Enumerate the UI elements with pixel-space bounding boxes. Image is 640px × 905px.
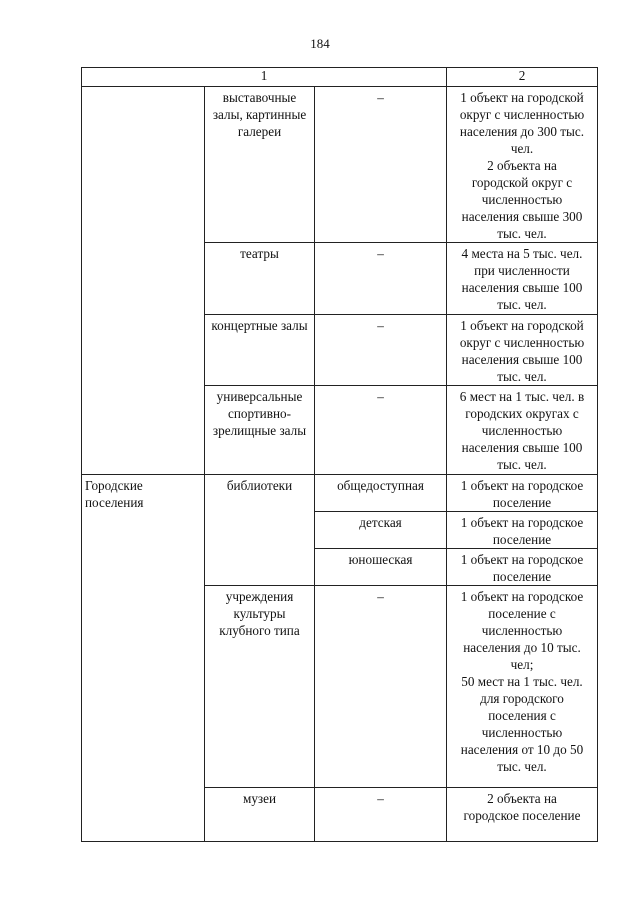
norm-line: 1 объект на городское [460,589,584,604]
norm-line: 1 объект на городской [460,318,584,333]
category-label: Городские поселения [85,478,144,510]
norm-line: 2 объекта на [487,791,557,806]
norm-line: 1 объект на городское [460,515,584,530]
subtype-cell [315,586,447,788]
norm-line: численностью [481,623,563,638]
norm-line: 1 объект на городское [460,478,584,493]
norms-table [81,67,598,842]
norm-cell [447,475,598,512]
norm-cell [447,386,598,475]
norm-line: городской округ с [471,175,573,190]
norm-cell [447,87,598,243]
subtype-dash: – [377,246,384,261]
norm-line: поселение [492,569,552,584]
norm-cell [447,512,598,549]
subtype-dash: – [377,318,384,333]
norm-line: при численности [474,263,570,278]
page-number: 184 [310,36,330,51]
subtype-cell [315,315,447,386]
norm-line: тыс. чел. [497,297,547,312]
library-subtype: юношеская [348,552,413,567]
facility-type: универсальные спортивно-зрелищные залы [212,389,307,438]
norm-line: численностью [481,725,563,740]
norm-line: поселение [492,532,552,547]
subtype-cell [315,512,447,549]
norm-line: городских округах с [465,406,579,421]
table-row [82,87,598,243]
norm-line: поселение с [488,606,556,621]
norm-line: численностью [481,192,563,207]
table-row [82,475,598,512]
library-subtype: общедоступная [337,478,424,493]
norm-line: численностью [481,423,563,438]
facility-type-cell [205,386,315,475]
norm-cell [447,243,598,315]
facility-type: музеи [242,791,277,806]
norm-line: населения свыше 300 [461,209,583,224]
norm-line: населения до 300 тыс. [459,124,585,139]
subtype-cell [315,549,447,586]
subtype-cell [315,243,447,315]
subtype-cell [315,475,447,512]
category-cell [82,475,205,842]
facility-type-cell [205,243,315,315]
norm-cell [447,788,598,842]
table-header-row [82,68,598,87]
norm-line: 1 объект на городской [460,90,584,105]
subtype-dash: – [377,589,384,604]
category-cell-empty [82,87,205,475]
facility-type: выставочные залы, картинные галереи [212,90,307,139]
norm-line: чел. [510,141,534,156]
norm-cell [447,549,598,586]
subtype-cell [315,87,447,243]
subtype-dash: – [377,791,384,806]
facility-type-cell [205,475,315,586]
norm-line: тыс. чел. [497,369,547,384]
norm-line: населения свыше 100 [461,352,583,367]
norm-line: округ с численностью [459,107,585,122]
norm-line: поселение [492,495,552,510]
norm-line: тыс. чел. [497,226,547,241]
norm-line: 2 объекта на [487,158,557,173]
facility-type-cell [205,788,315,842]
facility-type: театры [240,246,279,261]
facility-type-cell [205,586,315,788]
norm-line: тыс. чел. [497,759,547,774]
norm-line: населения свыше 100 [461,280,583,295]
subtype-cell [315,386,447,475]
norm-line: населения до 10 тыс. [463,640,581,655]
facility-type: библиотеки [226,478,293,493]
norm-line: 4 места на 5 тыс. чел. [461,246,583,261]
norm-cell [447,315,598,386]
norm-line: чел; [510,657,534,672]
facility-type-cell [205,315,315,386]
subtype-dash: – [377,389,384,404]
facility-type: учреждения культуры клубного типа [219,589,300,638]
norm-line: округ с численностью [459,335,585,350]
norm-cell [447,586,598,788]
norm-line: городское поселение [463,808,581,823]
facility-type-cell [205,87,315,243]
header-cell-1: 1 [82,68,447,87]
norm-line: для городского [480,691,564,706]
norm-line: 1 объект на городское [460,552,584,567]
norm-line: населения от 10 до 50 [460,742,584,757]
norm-line: населения свыше 100 [461,440,583,455]
norm-line: 50 мест на 1 тыс. чел. [461,674,583,689]
norm-line: 6 мест на 1 тыс. чел. в [459,389,585,404]
library-subtype: детская [359,515,402,530]
subtype-dash: – [377,90,384,105]
subtype-cell [315,788,447,842]
norm-line: поселения с [488,708,556,723]
header-cell-2: 2 [447,68,598,87]
facility-type: концертные залы [211,318,308,333]
norm-line: тыс. чел. [497,457,547,472]
